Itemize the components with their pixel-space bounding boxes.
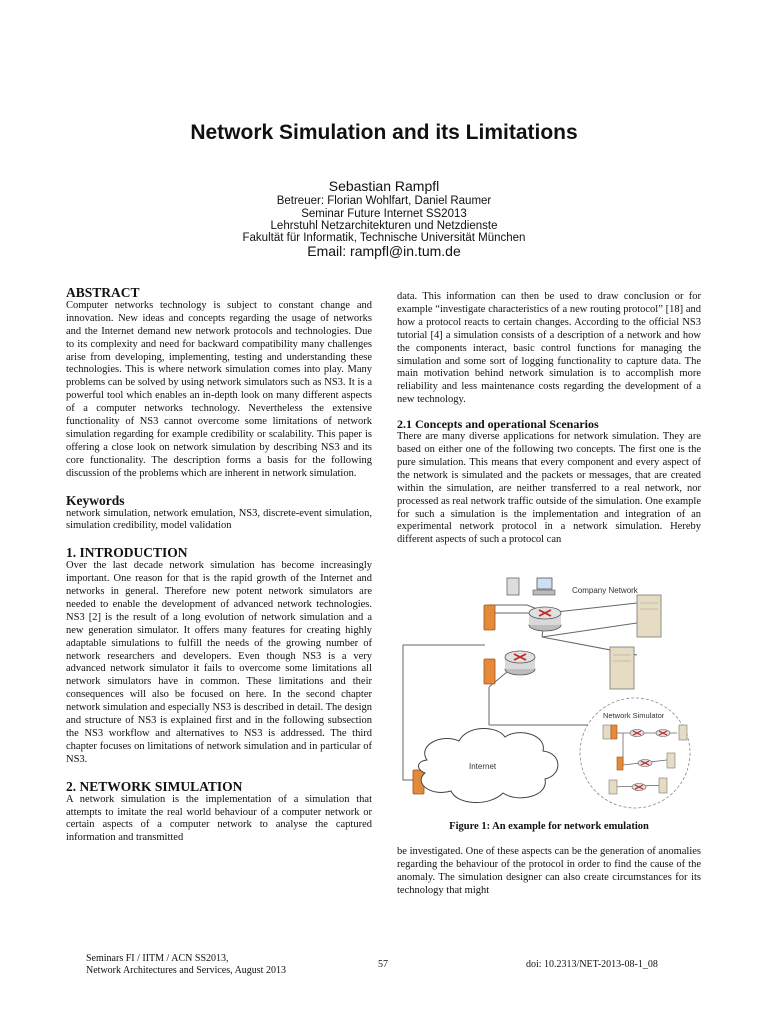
router-icon xyxy=(529,607,561,631)
right-column-bottom xyxy=(397,846,701,898)
concepts-text: There are many diverse applications for network simulation. They are based on either one of the following two concepts. The first one is the pure simulation. This means that every component and every aspect of the network is simulated and the packets or messages, that are created within the simulation, are neither transferred to a real network, nor processed as real network traffic outside of the simulation. One example for such a simulation is the implementation and integration of an experimental network protocol in a network simulation. Hereby different aspects of such a protocol can xyxy=(397,431,701,546)
introduction-text: Over the last decade network simulation has become increasingly important. One reason for that is the rapid growth of the Internet and networks in general. Therefore new potent network simulators are needed to enable the development of advanced network technologies. NS3 [2] is the result of a long evolution of network simulation and a new generation simulator. It offers many features for creating highly adaptable simulations to fulfill the needs of the growing number of network researchers and developers. Even though NS3 is a very advanced network simulator it fails to overcome some limitations all network simulators have in common. These limitations and their consequences will also be focused on here. In the second chapter network simulation and especially NS3 is described in detail. The design and structure of NS3 is explained first and in the following subsection the NS3 workflow and alternatives to NS3 is addressed. The third chapter focuses on limitations of network simulation and in particular of NS3. xyxy=(66,560,372,765)
server-icon xyxy=(610,647,634,689)
keywords-heading: Keywords xyxy=(66,492,125,508)
server-icon xyxy=(603,725,611,739)
server-icon xyxy=(609,780,617,794)
server-icon xyxy=(659,778,667,793)
router-icon xyxy=(632,784,646,791)
figure-caption: Figure 1: An example for network emulation xyxy=(449,821,649,832)
router-icon xyxy=(656,730,670,737)
router-icon xyxy=(630,730,644,737)
firewall-icon xyxy=(611,725,617,739)
keywords-text: network simulation, network emulation, NS3, discrete-event simulation, simulation credibility, model validation xyxy=(66,507,372,532)
right-column xyxy=(397,291,701,547)
internet-label: Internet xyxy=(469,762,497,771)
firewall-icon xyxy=(484,659,495,684)
affiliation-line-2: Seminar Future Internet SS2013 xyxy=(301,208,467,220)
author-email: Email: rampfl@in.tum.de xyxy=(307,243,461,259)
affiliation-line-4: Fakultät für Informatik, Technische Universität München xyxy=(242,232,526,244)
footer-venue-line-1: Seminars FI / IITM / ACN SS2013, xyxy=(86,953,229,964)
network-emulation-figure xyxy=(397,575,701,813)
network-simulation-heading: 2. NETWORK SIMULATION xyxy=(66,778,243,794)
right-column-intro-text: data. This information can then be used to draw conclusion or for example “investigate characteristics of a new routing protocol” [18] and how a protocol reacts to certain changes. According to the official NS3 tutorial [4] a simulation consists of a description of a network and how the components interact, basic control functions for managing the simulation and some sort of logging functionality to capture data. The main motivation behind network simulation is to accomplish more reliability and less maintenance costs regarding the development of a new technology. xyxy=(397,291,701,406)
router-icon xyxy=(638,760,652,767)
left-column xyxy=(66,287,372,845)
affiliation-line-3: Lehrstuhl Netzarchitekturen und Netzdienste xyxy=(270,220,498,232)
page-number: 57 xyxy=(378,959,388,970)
introduction-heading: 1. INTRODUCTION xyxy=(66,545,188,561)
right-column-bottom-text: be investigated. One of these aspects can be the generation of anomalies regarding the behaviour of the protocol in order to find the cause of the anomaly. The simulation designer can also create circumstances for its technology that might xyxy=(397,846,701,896)
server-icon xyxy=(667,753,675,768)
cable xyxy=(403,645,419,780)
router-icon xyxy=(505,651,535,675)
footer-venue xyxy=(86,953,286,977)
paper-title: Network Simulation and its Limitations xyxy=(190,121,578,144)
pc-icon xyxy=(507,578,519,595)
company-network-label: Company Network xyxy=(572,586,638,595)
concepts-heading: 2.1 Concepts and operational Scenarios xyxy=(397,417,599,432)
server-icon xyxy=(637,595,661,637)
footer-venue-line-2: Network Architectures and Services, August 2013 xyxy=(86,965,286,976)
firewall-icon xyxy=(617,757,623,770)
abstract-heading: ABSTRACT xyxy=(66,285,140,300)
network-simulation-text: A network simulation is the implementation of a simulation that attempts to imitate the real world behaviour of a computer network or certain aspects of a computer network to analyse the captured information and transmitted xyxy=(66,793,372,844)
network-simulator-label: Network Simulator xyxy=(603,711,665,720)
footer-doi: doi: 10.2313/NET-2013-08-1_08 xyxy=(526,959,658,970)
abstract-text: Computer networks technology is subject to constant change and innovation. New ideas and concepts regarding the usage of networks and the Internet demand new network protocols and technologies. Due to its complexity and need for backward compatibility many challenges arise from developing, implementing, testing and understanding these technologies. This is where network simulation comes into play. Many problems can be solved by using network simulators such as NS3. It is a powerful tool which enables an in-depth look on many different aspects of a computer networks technology. Nevertheless the extensive functionality of NS3 cannot overcome some limitations of network simulation regarding for example credibility or scalability. This paper is offering a close look on network simulation by describing NS3 and its core functionality. The description forms a basis for the following discussion of the problems which are inherent in network simulation. xyxy=(66,299,372,479)
server-icon xyxy=(679,725,687,740)
affiliation-line-1: Betreuer: Florian Wohlfart, Daniel Raumer xyxy=(276,195,492,207)
firewall-icon xyxy=(484,605,495,630)
workstation-icon xyxy=(533,578,555,595)
author-name: Sebastian Rampfl xyxy=(328,178,440,194)
